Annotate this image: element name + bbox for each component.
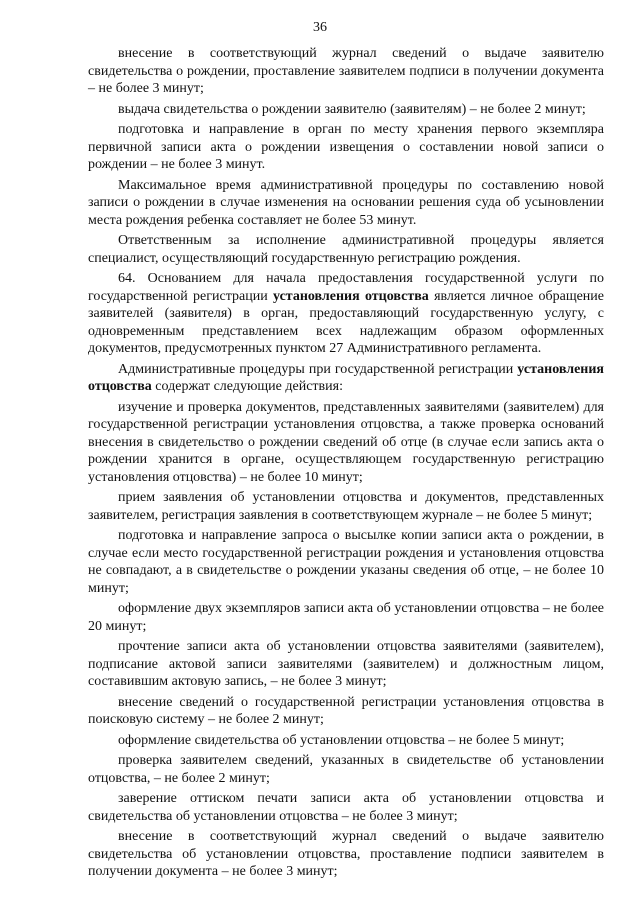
- paragraph: оформление двух экземпляров записи акта об установлении отцовства – не более 20 минут;: [88, 601, 604, 634]
- paragraph: прием заявления об установлении отцовства и документов, представленных заявителем, регистрация заявления в соответствующем журнале – не более 5 минут;: [88, 490, 604, 523]
- paragraph: выдача свидетельства о рождении заявителю (заявителям) – не более 2 минут;: [118, 101, 586, 117]
- paragraph-text: содержат следующие действия:: [151, 379, 343, 394]
- paragraph: внесение в соответствующий журнал сведений о выдаче заявителю свидетельства о рождении, проставление заявителем подписи в получении документа – не более 3 минут;: [88, 46, 604, 96]
- paragraph: заверение оттиском печати записи акта об установлении отцовства и свидетельства об установлении отцовства – не более 3 минут;: [88, 791, 604, 824]
- page-number: 36: [313, 20, 327, 35]
- bold-term: установления отцовства: [88, 361, 604, 394]
- paragraph: проверка заявителем сведений, указанных в свидетельстве об установлении отцовства, – не более 2 минут;: [88, 753, 604, 786]
- paragraph: внесение в соответствующий журнал сведений о выдаче заявителю свидетельства об установлении отцовства, проставление подписи заявителем в получении документа – не более 3 минут;: [88, 829, 604, 879]
- document-body: [88, 45, 604, 884]
- paragraph: прочтение записи акта об установлении отцовства заявителями (заявителем), подписание актовой записи заявителями (заявителем) и должностным лицом, составившим актовую запись, – не более 3 минут;: [88, 639, 604, 689]
- paragraph-text: Административные процедуры при государственной регистрации: [118, 361, 518, 377]
- paragraph: подготовка и направление запроса о высылке копии записи акта о рождении, в случае если место государственной регистрации рождения и установления отцовства не совпадают, а в свидетельстве о рождении указаны сведения об отце, – не более 10 минут;: [88, 528, 604, 596]
- bold-term: установления отцовства: [273, 288, 429, 304]
- paragraph-text: является личное обращение заявителей (заявителя) в орган, предоставляющий государственную услугу, с одновременным представлением всех надлежащим образом оформленных документов, предусмотренных пунктом 27 Административного регламента.: [88, 288, 605, 356]
- paragraph: изучение и проверка документов, представленных заявителями (заявителем) для государственной регистрации установления отцовства, а также проверка оснований внесения в свидетельство о рождении сведений об отце (в случае если запись акта о рождении хранится в органе, осуществляющем государственную регистрацию установления отцовства) – не более 10 минут;: [88, 399, 604, 485]
- paragraph: [88, 270, 604, 358]
- paragraph: Ответственным за исполнение административной процедуры является специалист, осуществляющий государственную регистрацию рождения.: [88, 233, 604, 266]
- paragraph-text: 64. Основанием для начала предоставления государственной услуги по государственной регистрации: [88, 271, 604, 304]
- paragraph: подготовка и направление в орган по месту хранения первого экземпляра первичной записи акта о рождении извещения о составлении новой записи о рождении – не более 3 минут.: [88, 122, 604, 172]
- paragraph: оформление свидетельства об установлении отцовства – не более 5 минут;: [118, 732, 565, 748]
- paragraph: внесение сведений о государственной регистрации установления отцовства в поисковую систему – не более 2 минут;: [88, 694, 604, 727]
- paragraph: [88, 361, 604, 396]
- paragraph: Максимальное время административной процедуры по составлению новой записи о рождении в случае изменения на основании решения суда об усыновлении места рождения ребенка составляет не более 53 минут.: [88, 177, 604, 228]
